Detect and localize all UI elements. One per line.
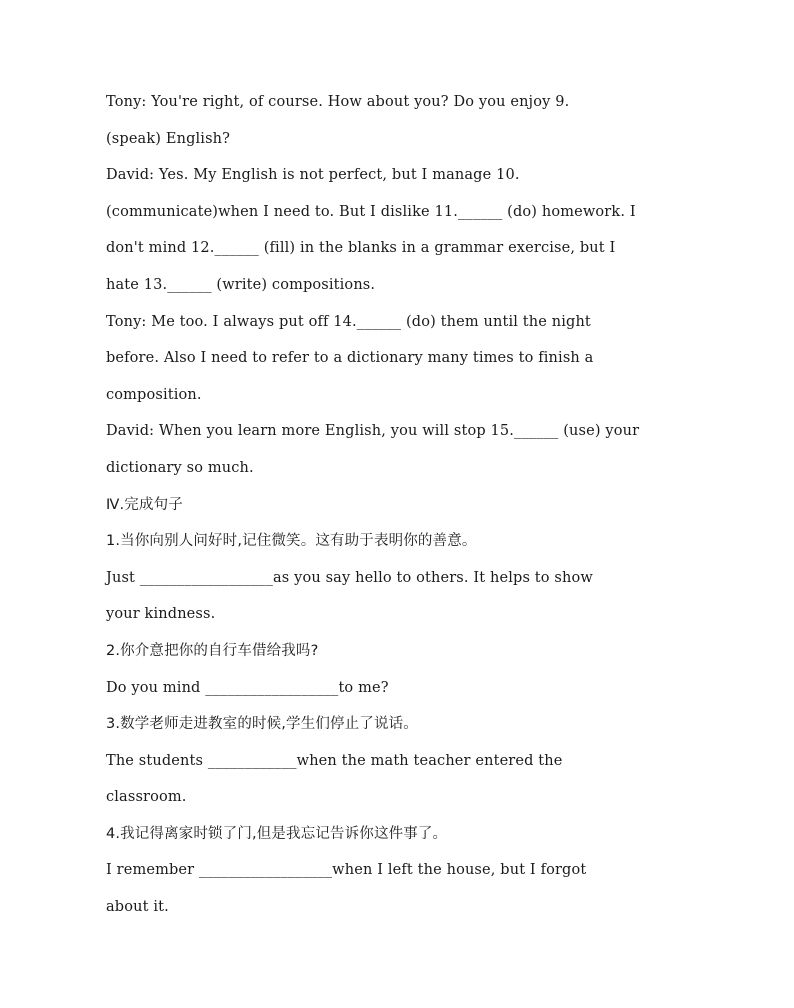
dialogue-line: hate 13.______ (write) compositions. bbox=[106, 276, 376, 293]
question-sentence-en: I remember __________________when I left the house, but I forgot bbox=[106, 862, 587, 879]
dialogue-line: (communicate)when I need to. But I dislike 11.______ (do) homework. I bbox=[106, 203, 636, 220]
question-sentence-en: The students ____________when the math teacher entered the bbox=[106, 752, 563, 769]
dialogue-line: (speak) English? bbox=[106, 130, 231, 147]
question-sentence-en: Do you mind __________________to me? bbox=[106, 679, 389, 696]
question-prompt-cn: 1.当你向别人问好时,记住微笑。这有助于表明你的善意。 bbox=[106, 533, 477, 550]
question-prompt-cn: 3.数学老师走进教室的时候,学生们停止了说话。 bbox=[106, 716, 418, 733]
question-sentence-en: Just __________________as you say hello to others. It helps to show bbox=[106, 569, 593, 586]
dialogue-line: Tony: Me too. I always put off 14.______ (do) them until the night bbox=[106, 313, 591, 330]
dialogue-line: dictionary so much. bbox=[106, 459, 254, 476]
dialogue-line: David: When you learn more English, you will stop 15.______ (use) your bbox=[106, 423, 640, 440]
dialogue-line: composition. bbox=[106, 386, 202, 403]
question-prompt-cn: 2.你介意把你的自行车借给我吗? bbox=[106, 642, 319, 659]
question-prompt-cn: 4.我记得离家时锁了门,但是我忘记告诉你这件事了。 bbox=[106, 825, 448, 842]
dialogue-line: David: Yes. My English is not perfect, but I manage 10. bbox=[106, 167, 520, 184]
dialogue-line: before. Also I need to refer to a dictionary many times to finish a bbox=[106, 350, 594, 367]
document-page bbox=[106, 84, 706, 926]
dialogue-line: Tony: You're right, of course. How about you? Do you enjoy 9. bbox=[106, 94, 570, 110]
question-sentence-en: classroom. bbox=[106, 789, 187, 806]
question-sentence-en: about it. bbox=[106, 899, 169, 916]
section-heading: Ⅳ.完成句子 bbox=[106, 496, 183, 513]
question-sentence-en: your kindness. bbox=[106, 606, 216, 623]
dialogue-line: don't mind 12.______ (fill) in the blanks in a grammar exercise, but I bbox=[106, 240, 616, 257]
